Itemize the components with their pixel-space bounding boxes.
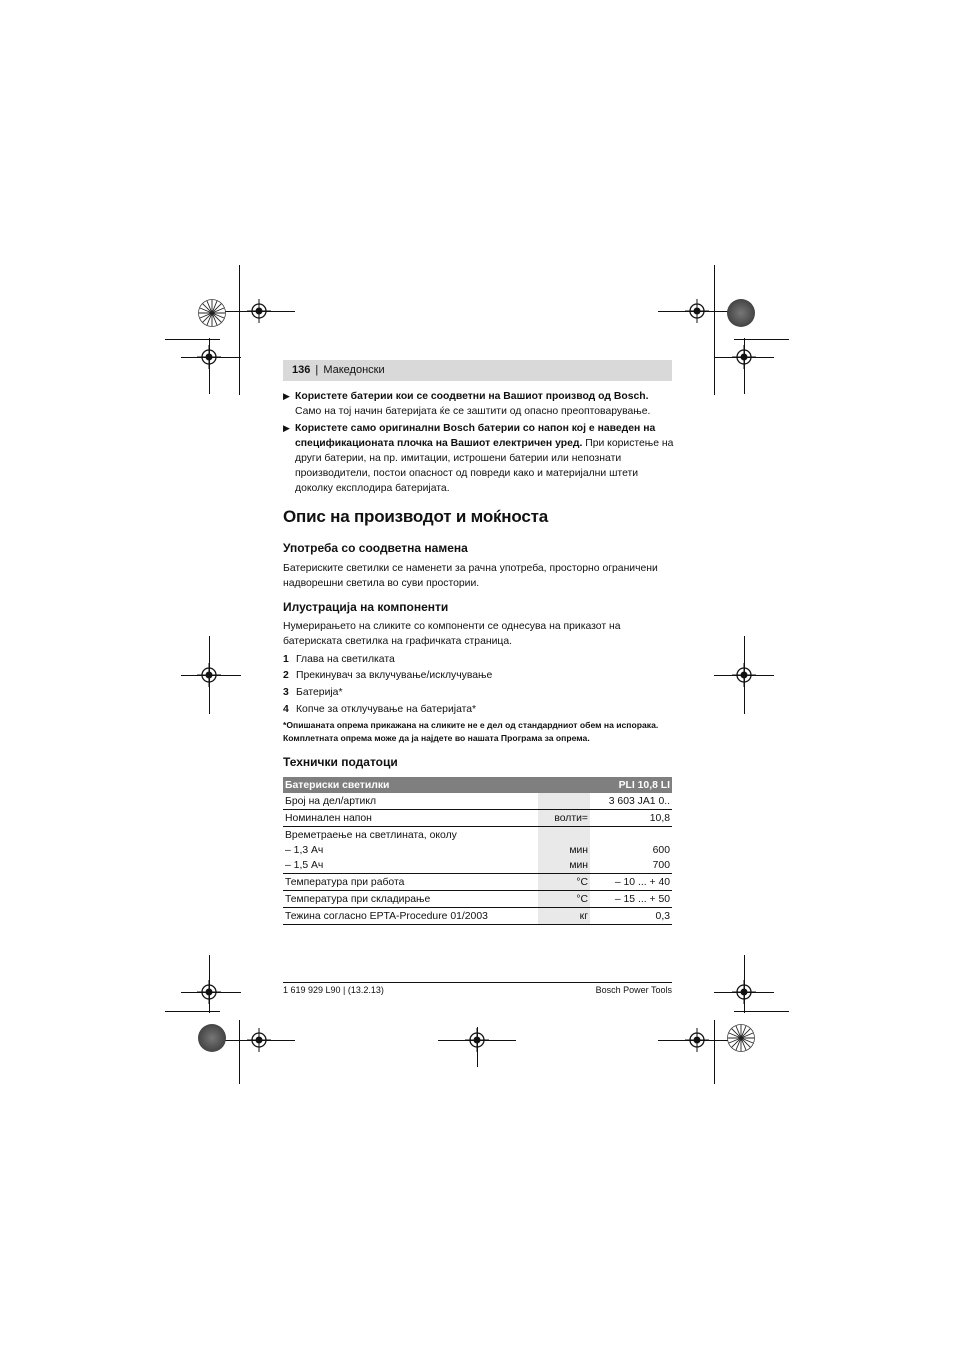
crop-line — [734, 1011, 789, 1012]
components-heading: Илустрација на компоненти — [283, 600, 449, 614]
header-product: Батериски светилки — [283, 777, 538, 793]
components-text: Нумерирањето на сликите со компоненти се однесува на приказот на батериската светилка на графичката страница. — [283, 621, 621, 647]
bullet-triangle-icon: ▶ — [283, 423, 290, 433]
tech-data-heading: Технички податоци — [283, 755, 398, 769]
registration-target-icon — [247, 1028, 271, 1052]
safety-bullet — [283, 421, 675, 496]
footer-brand: Bosch Power Tools — [595, 985, 672, 995]
table-row: – 1,5 Ач мин 700 — [283, 858, 672, 874]
crop-line — [714, 1020, 715, 1084]
registration-target-icon — [247, 299, 271, 323]
starburst-icon — [198, 299, 226, 327]
bullet-bold-text: Користете само оригинални Bosch батерии со напон кој е наведен на спецификационата плочка на Вашиот електричен уред. — [295, 423, 656, 449]
table-row: Температура при складирање °C – 15 ... + 50 — [283, 891, 672, 908]
registration-target-icon — [197, 345, 221, 369]
footer-rule — [283, 982, 672, 983]
intended-use-text: Батериските светилки се наменети за рачна употреба, просторно ограничени надворешни светила во суви простории. — [283, 563, 658, 589]
components-footnote: *Опишаната опрема прикажана на сликите не е дел од стандардниот обем на испорака. Комплетната опрема може да ја најдете во нашата Програма за опрема. — [283, 720, 659, 743]
table-row: Број на дел/артикл 3 603 JA1 0.. — [283, 793, 672, 810]
bullet-bold-text: Користете батерии кои се соодветни на Вашиот производ од Bosch. — [295, 391, 649, 402]
component-item: 2 Прекинувач за вклучување/исклучување — [283, 670, 493, 681]
bullet-text: Само на тој начин батеријата ќе се заштити од опасно преоптоварување. — [295, 406, 651, 417]
component-item: 3 Батерија* — [283, 687, 343, 698]
crop-line — [165, 339, 220, 340]
crop-line — [239, 1020, 240, 1084]
grey-disc-icon — [198, 1024, 226, 1052]
page-header — [283, 360, 672, 381]
crop-line — [714, 265, 715, 395]
component-item: 1 Глава на светилката — [283, 654, 395, 665]
table-header-row — [283, 777, 672, 793]
registration-target-icon — [732, 980, 756, 1004]
table-row: Номинален напон волти= 10,8 — [283, 810, 672, 827]
registration-target-icon — [197, 980, 221, 1004]
component-item: 4 Копче за отклучување на батеријата* — [283, 704, 477, 715]
header-model: PLI 10,8 LI — [590, 777, 672, 793]
header-language: Македонски — [323, 364, 385, 376]
starburst-icon — [727, 1024, 755, 1052]
header-separator: | — [315, 364, 319, 376]
table-row: Тежина согласно EPTA-Procedure 01/2003 кг 0,3 — [283, 908, 672, 925]
registration-target-icon — [465, 1028, 489, 1052]
crop-line — [734, 339, 789, 340]
bullet-triangle-icon: ▶ — [283, 391, 290, 401]
registration-target-icon — [197, 663, 221, 687]
registration-target-icon — [732, 345, 756, 369]
grey-disc-icon — [727, 299, 755, 327]
table-row: – 1,3 Ач мин 600 — [285, 845, 670, 856]
page-number: 136 — [292, 364, 311, 376]
registration-target-icon — [685, 1028, 709, 1052]
intended-use-heading: Употреба со соодветна намена — [283, 541, 468, 555]
footer-doc-number: 1 619 929 L90 | (13.2.13) — [283, 985, 384, 995]
table-row: Температура при работа °C – 10 ... + 40 — [283, 874, 672, 891]
registration-target-icon — [732, 663, 756, 687]
section-title: Опис на производот и моќноста — [283, 507, 548, 526]
crop-line — [239, 265, 240, 395]
crop-line — [165, 1011, 220, 1012]
table-row: Времетраење на светлината, околу — [283, 827, 672, 844]
bullet-text: При користење на други батерии, на пр. имитации, истрошени батерии или непознати производители, постои опасност од повреди како и материјални штети доколку експлодира батеријата. — [295, 438, 674, 494]
safety-bullet — [283, 389, 675, 419]
registration-target-icon — [685, 299, 709, 323]
tech-data-table — [283, 777, 672, 925]
